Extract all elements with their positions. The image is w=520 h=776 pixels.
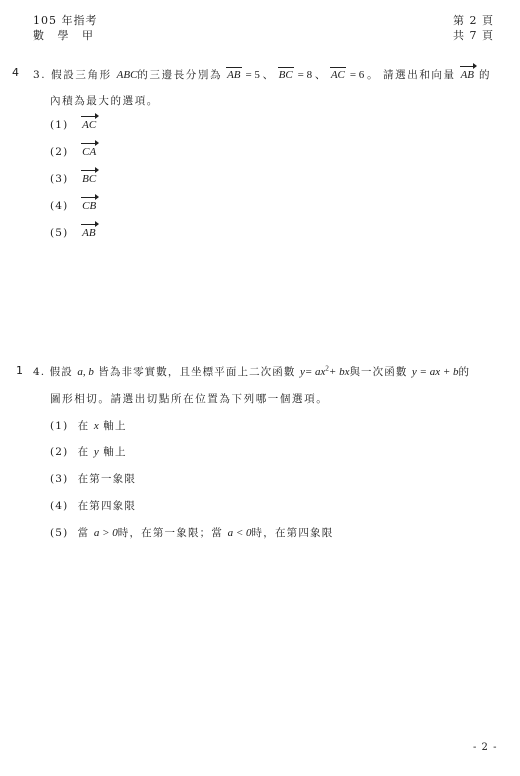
q3-eq5: = 5 、 xyxy=(245,69,274,81)
page-indicator: 第 2 頁 xyxy=(453,14,494,27)
q3-text-c: 請選出和向量 xyxy=(383,69,456,81)
q3-option-3: (3) BC xyxy=(50,173,97,185)
q3-answer: 4 xyxy=(12,66,19,79)
option-vector: AC xyxy=(82,119,97,131)
q4-text-d: 的 xyxy=(458,366,471,378)
page-number: - 2 - xyxy=(473,742,498,753)
q3-line2: 內積為最大的選項。 xyxy=(50,95,159,107)
q4-linear: y = ax + b xyxy=(411,366,459,378)
q3-text-b: 的三邊長分別為 xyxy=(137,69,223,81)
q4-text-a: 假設 xyxy=(49,366,73,378)
exam-year: 105 年指考 xyxy=(33,14,98,27)
q3-side-ac: AC xyxy=(330,69,345,81)
q3-option-1: (1) AC xyxy=(50,119,97,131)
q4-line1 xyxy=(33,364,470,379)
q4-quad-y: y xyxy=(299,366,305,378)
q4-option-3: (3) 在第一象限 xyxy=(50,473,137,485)
option-vector: BC xyxy=(82,173,97,185)
q4-text-b: 皆為非零實數，且坐標平面上二次函數 xyxy=(98,366,296,378)
subject: 數 學 甲 xyxy=(33,29,98,42)
q3-number: 3. xyxy=(33,69,47,81)
q4-answer: 1 xyxy=(16,364,23,377)
q4-option-5: (5) 當 a > 0時，在第一象限；當 a < 0時，在第四象限 xyxy=(50,527,334,539)
q3-text-a: 假設三角形 xyxy=(51,69,112,81)
q4-number: 4. xyxy=(33,366,46,378)
q3-side-bc: BC xyxy=(278,69,293,81)
q3-triangle: ABC xyxy=(116,69,138,81)
q3-option-4: (4) CB xyxy=(50,200,97,212)
q3-eq6: = 6 。 xyxy=(349,69,379,81)
q3-side-ab: AB xyxy=(227,69,241,81)
q4-option-4: (4) 在第四象限 xyxy=(50,500,137,512)
option-vector: AB xyxy=(82,227,96,239)
option-vector: CA xyxy=(82,146,97,158)
q4-option-1: (1) 在 x 軸上 xyxy=(50,420,127,432)
option-vector: CB xyxy=(82,200,97,212)
q4-line2: 圖形相切。請選出切點所在位置為下列哪一個選項。 xyxy=(50,393,329,405)
q4-text-c: 與一次函數 xyxy=(349,366,408,378)
q3-option-2: (2) CA xyxy=(50,146,97,158)
q3-vector-ab: AB xyxy=(460,69,475,81)
q3-option-5: (5) AB xyxy=(50,227,96,239)
q4-quad-eq: = $ax^2+$ bx xyxy=(304,364,350,378)
q4-option-2: (2) 在 y 軸上 xyxy=(50,446,127,458)
q3-eq8: = 8 、 xyxy=(297,69,326,81)
q3-line1 xyxy=(33,66,491,82)
total-pages: 共 7 頁 xyxy=(453,29,494,42)
q3-text-d: 的 xyxy=(478,69,492,81)
q4-vars: a, b xyxy=(77,366,94,378)
